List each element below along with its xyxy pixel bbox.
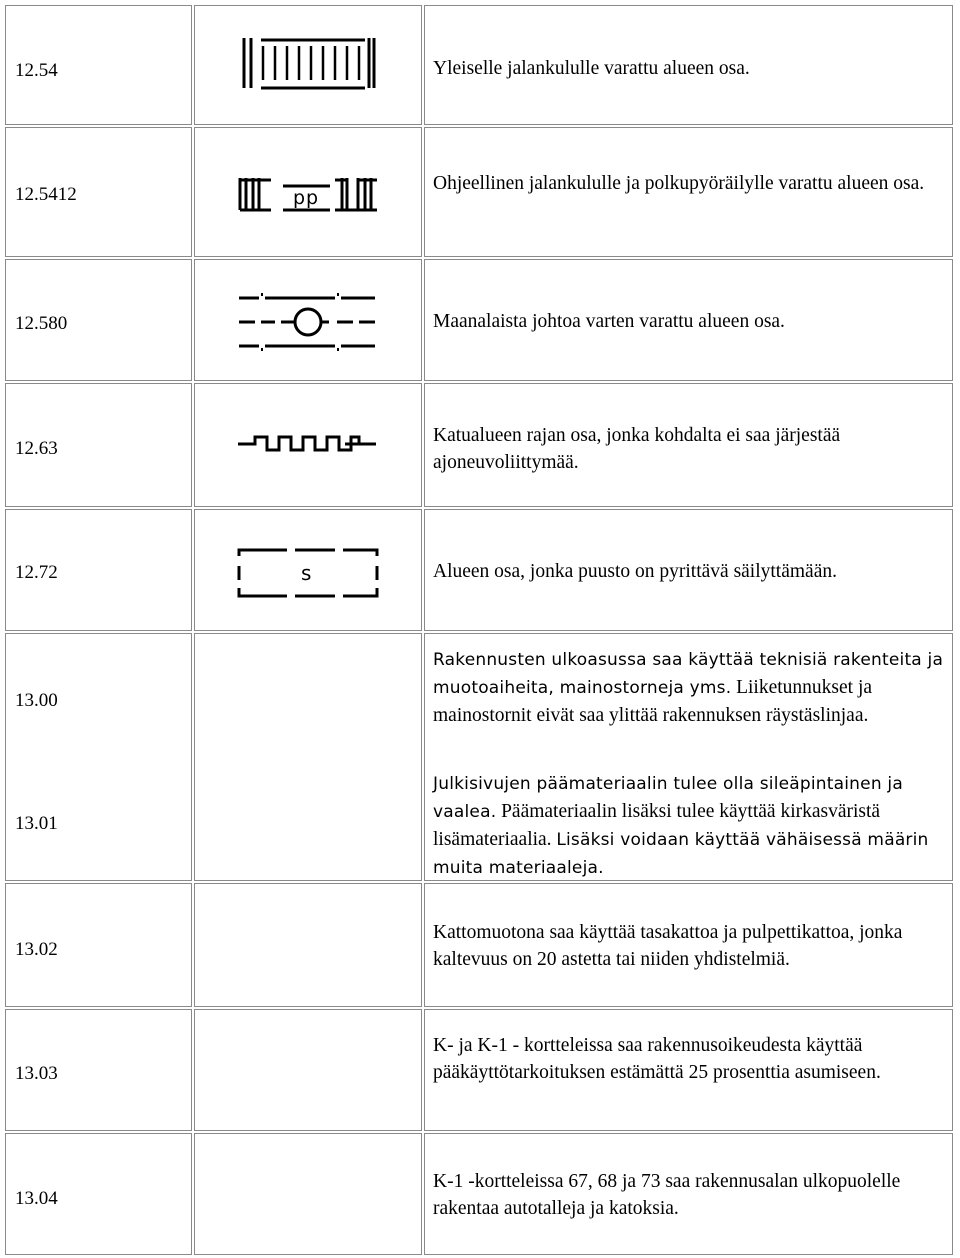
- legend-code: 12.72: [15, 562, 58, 583]
- code-cell: [5, 383, 192, 507]
- regulation-text-block: [433, 770, 946, 882]
- regulation-text-block: [433, 646, 946, 729]
- legend-code: 13.02: [15, 939, 58, 960]
- symbol-label: pp: [293, 187, 320, 209]
- regulation-text: Lisäksi voidaan käyttää vähäisessä määrin muita materiaaleja.: [433, 830, 929, 878]
- regulation-text: Liiketunnukset ja mainostornit eivät saa ylittää rakennuksen räystäslinjaa.: [433, 677, 873, 726]
- symbol-cell: [194, 383, 422, 507]
- regulation-text: Päämateriaalin lisäksi tulee käyttää kirkasväristä lisämateriaalia.: [433, 801, 881, 850]
- symbol-cell: [194, 509, 422, 631]
- description-cell: [424, 5, 953, 125]
- legend-code: 13.03: [15, 1063, 58, 1084]
- code-cell: [5, 883, 192, 1007]
- symbol-cell: [194, 259, 422, 381]
- code-cell: [5, 127, 192, 257]
- symbol-label: s: [301, 561, 312, 585]
- legend-row-13-04: [5, 1133, 953, 1255]
- no-vehicle-access-icon: [195, 384, 423, 508]
- underground-line-icon: [195, 260, 423, 382]
- legend-code: 12.580: [15, 313, 68, 334]
- symbol-cell: [194, 127, 422, 257]
- legend-row-13-02: [5, 883, 953, 1007]
- description-cell: [424, 509, 953, 631]
- legend-code: 12.54: [15, 60, 58, 81]
- code-cell: [5, 5, 192, 125]
- legend-description: Alueen osa, jonka puusto on pyrittävä säilyttämään.: [433, 561, 837, 582]
- description-cell: [424, 127, 953, 257]
- legend-description: Kattomuotona saa käyttää tasakattoa ja pulpettikattoa, jonka kaltevuus on 20 astetta tai niiden yhdistelmiä.: [433, 922, 903, 970]
- legend-code: 12.63: [15, 438, 58, 459]
- legend-row-12-580: [5, 259, 953, 381]
- code-cell: [5, 509, 192, 631]
- description-cell: [424, 259, 953, 381]
- legend-description: Yleiselle jalankululle varattu alueen osa.: [433, 58, 750, 79]
- symbol-cell: [194, 633, 422, 881]
- legend-code: 13.01: [15, 813, 58, 834]
- symbol-cell: [194, 1133, 422, 1255]
- legend-row-12-5412: [5, 127, 953, 257]
- legend-row-12-63: [5, 383, 953, 507]
- legend-row-12-54: [5, 5, 953, 125]
- description-cell: [424, 633, 953, 881]
- legend-code: 13.04: [15, 1188, 58, 1209]
- symbol-cell: [194, 1009, 422, 1131]
- description-cell: [424, 883, 953, 1007]
- code-cell: [5, 633, 192, 881]
- legend-row-13-00-13-01: [5, 633, 953, 881]
- legend-description: Katualueen rajan osa, jonka kohdalta ei saa järjestää ajoneuvoliittymää.: [433, 425, 841, 473]
- description-cell: [424, 1009, 953, 1131]
- legend-description: Maanalaista johtoa varten varattu alueen osa.: [433, 311, 785, 332]
- code-cell: [5, 1009, 192, 1131]
- code-cell: [5, 259, 192, 381]
- legend-description: Ohjeellinen jalankululle ja polkupyöräilylle varattu alueen osa.: [433, 173, 925, 194]
- legend-description: K- ja K-1 - kortteleissa saa rakennusoikeudesta käyttää pääkäyttötarkoituksen estämättä 25 prosenttia asumiseen.: [433, 1035, 881, 1083]
- legend-code: 12.5412: [15, 184, 77, 205]
- description-cell: [424, 383, 953, 507]
- legend-code: 13.00: [15, 690, 58, 711]
- legend-row-12-72: [5, 509, 953, 631]
- legend-row-13-03: [5, 1009, 953, 1131]
- code-cell: [5, 1133, 192, 1255]
- regulation-text: Julkisivujen päämateriaalin tulee olla sileäpintainen ja vaalea.: [433, 774, 903, 822]
- symbol-cell: [194, 883, 422, 1007]
- legend-description: K-1 -kortteleissa 67, 68 ja 73 saa rakennusalan ulkopuolelle rakentaa autotalleja ja katoksia.: [433, 1171, 901, 1219]
- pedestrian-area-icon: [195, 6, 423, 126]
- symbol-cell: [194, 5, 422, 125]
- description-cell: [424, 1133, 953, 1255]
- regulation-text: Rakennusten ulkoasussa saa käyttää teknisiä rakenteita ja muotoaiheita, mainostorneja yms.: [433, 650, 944, 698]
- plan-legend-table: [5, 5, 953, 1255]
